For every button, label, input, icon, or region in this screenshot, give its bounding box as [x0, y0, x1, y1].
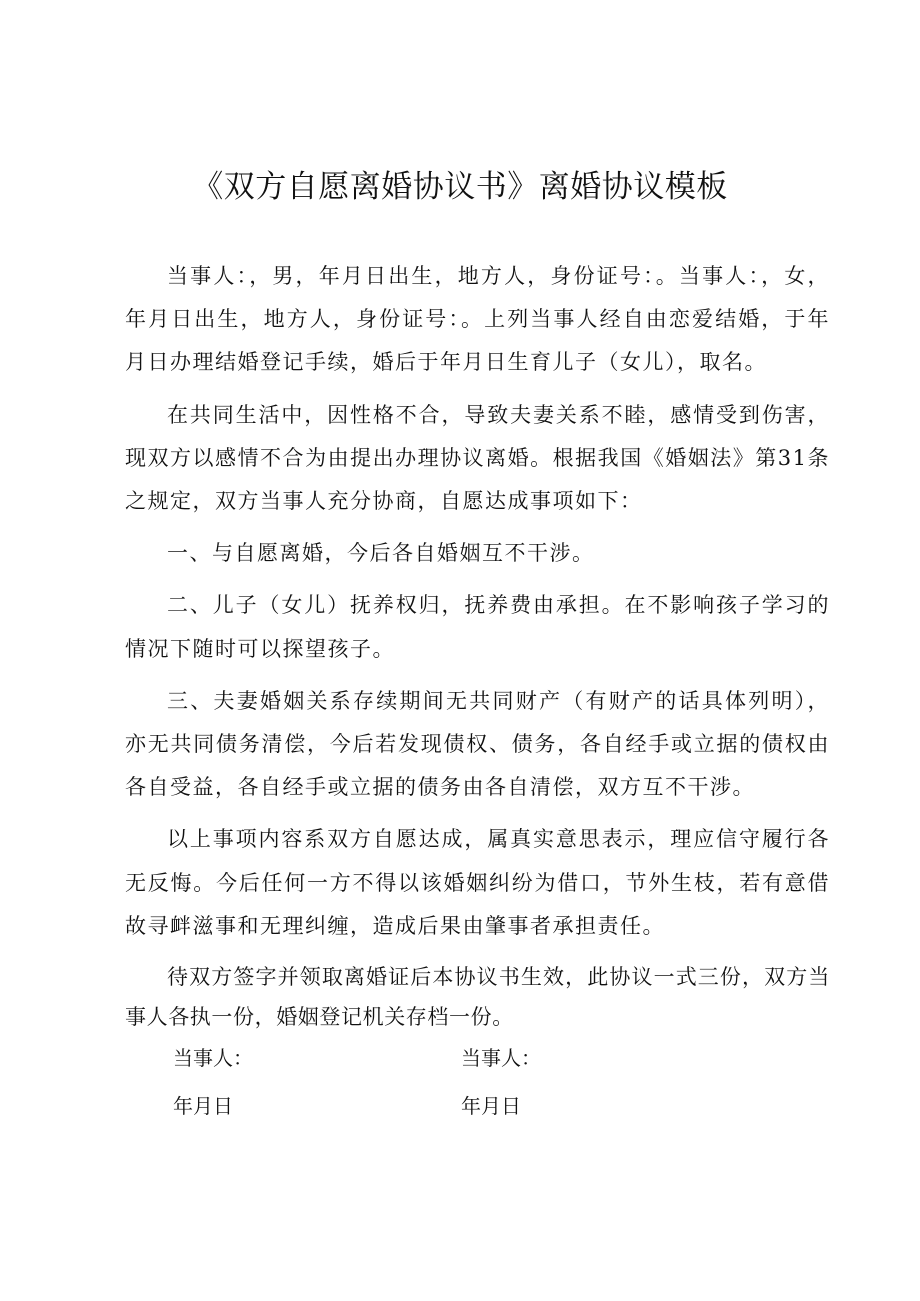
document-body	[125, 255, 830, 1046]
paragraph-reason: 在共同生活中，因性格不合，导致夫妻关系不睦，感情受到伤害，现双方以感情不合为由提出办理协议离婚。根据我国《婚姻法》第31条之规定，双方当事人充分协商，自愿达成事项如下：	[125, 402, 830, 514]
signature-date-left: 年月日	[173, 1094, 233, 1118]
paragraph-item-one: 一、与自愿离婚，今后各自婚姻互不干涉。	[167, 541, 595, 566]
paragraph-effect: 待双方签字并领取离婚证后本协议书生效，此协议一式三份，双方当事人各执一份，婚姻登记机关存档一份。	[125, 965, 830, 1030]
paragraph-item-three: 三、夫妻婚姻关系存续期间无共同财产（有财产的话具体列明），亦无共同债务清偿，今后若发现债权、债务，各自经手或立据的债权由各自受益，各自经手或立据的债务由各自清偿，双方互不干涉。	[125, 688, 830, 800]
document-title: 《双方自愿离婚协议书》离婚协议模板	[192, 169, 728, 205]
signature-party-right: 当事人：	[461, 1046, 541, 1070]
paragraph-parties: 当事人：，男，年月日出生，地方人，身份证号：。当事人：，女，年月日出生，地方人，身份证号：。上列当事人经自由恋爱结婚，于年月日办理结婚登记手续，婚后于年月日生育儿子（女儿），取名。	[125, 264, 830, 375]
signature-party-left: 当事人：	[173, 1046, 253, 1070]
paragraph-item-two: 二、儿子（女儿）抚养权归，抚养费由承担。在不影响孩子学习的情况下随时可以探望孩子。	[125, 593, 830, 661]
paragraph-statement: 以上事项内容系双方自愿达成，属真实意思表示，理应信守履行各无反悔。今后任何一方不得以该婚姻纠纷为借口，节外生枝，若有意借故寻衅滋事和无理纠缠，造成后果由肇事者承担责任。	[125, 827, 830, 938]
signature-date-right: 年月日	[461, 1094, 521, 1118]
